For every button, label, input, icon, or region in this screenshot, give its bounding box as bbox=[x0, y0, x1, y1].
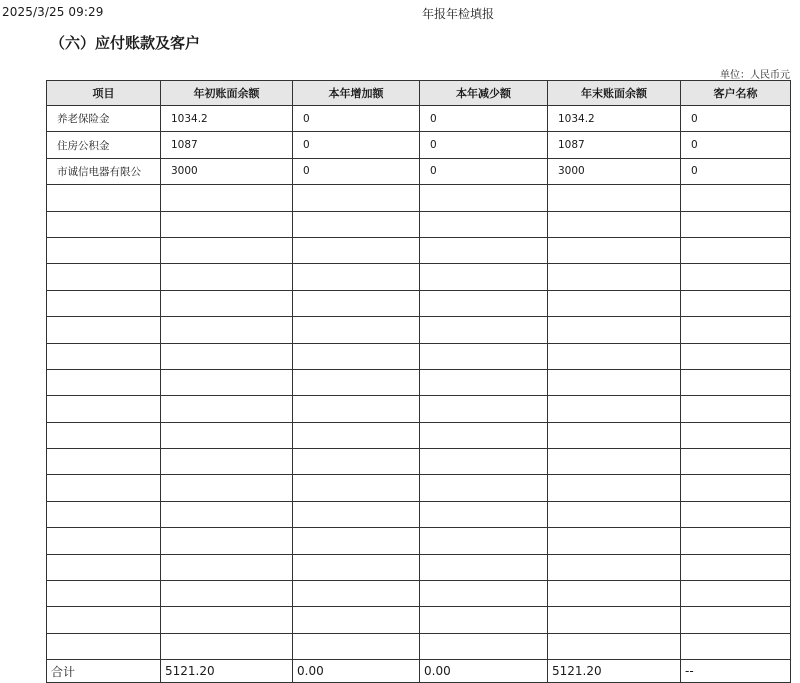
decrease-cell bbox=[420, 554, 548, 580]
increase-cell bbox=[293, 264, 420, 290]
decrease-cell bbox=[420, 528, 548, 554]
item-cell bbox=[47, 185, 161, 211]
client-name-cell bbox=[681, 264, 791, 290]
increase-cell bbox=[293, 422, 420, 448]
table-row bbox=[47, 633, 791, 659]
client-name-cell bbox=[681, 290, 791, 316]
increase-cell bbox=[293, 290, 420, 316]
item-cell bbox=[47, 396, 161, 422]
opening-balance-cell bbox=[161, 633, 293, 659]
decrease-cell bbox=[420, 290, 548, 316]
client-name-cell: 0 bbox=[681, 132, 791, 158]
opening-balance-cell bbox=[161, 449, 293, 475]
increase-cell: 0 bbox=[293, 106, 420, 132]
opening-balance-cell bbox=[161, 237, 293, 263]
client-name-cell bbox=[681, 396, 791, 422]
increase-cell bbox=[293, 607, 420, 633]
item-cell: 养老保险金 bbox=[47, 106, 161, 132]
table-row bbox=[47, 185, 791, 211]
table-row bbox=[47, 317, 791, 343]
opening-balance-cell bbox=[161, 607, 293, 633]
opening-balance-cell bbox=[161, 501, 293, 527]
closing-balance-cell bbox=[548, 475, 681, 501]
increase-cell bbox=[293, 237, 420, 263]
opening-balance-cell bbox=[161, 369, 293, 395]
decrease-cell bbox=[420, 343, 548, 369]
decrease-cell bbox=[420, 422, 548, 448]
table-row bbox=[47, 396, 791, 422]
item-cell bbox=[47, 449, 161, 475]
closing-balance-cell bbox=[548, 633, 681, 659]
decrease-cell bbox=[420, 607, 548, 633]
table-row bbox=[47, 264, 791, 290]
opening-balance-cell bbox=[161, 422, 293, 448]
opening-balance-cell: 3000 bbox=[161, 158, 293, 184]
opening-balance-cell bbox=[161, 317, 293, 343]
increase-cell bbox=[293, 501, 420, 527]
opening-balance-cell: 1034.2 bbox=[161, 106, 293, 132]
item-cell bbox=[47, 581, 161, 607]
increase-cell bbox=[293, 317, 420, 343]
currency-unit-label: 单位：人民币元 bbox=[720, 70, 790, 81]
item-cell bbox=[47, 501, 161, 527]
table-row bbox=[47, 369, 791, 395]
item-cell bbox=[47, 290, 161, 316]
decrease-cell: 0 bbox=[420, 158, 548, 184]
document-title: 年报年检填报 bbox=[422, 7, 495, 21]
closing-balance-cell bbox=[548, 185, 681, 211]
item-cell: 住房公积金 bbox=[47, 132, 161, 158]
closing-balance-cell bbox=[548, 290, 681, 316]
column-header-increase: 本年增加额 bbox=[293, 81, 420, 106]
table-row bbox=[47, 607, 791, 633]
item-cell bbox=[47, 264, 161, 290]
total-decrease: 0.00 bbox=[420, 660, 548, 683]
decrease-cell bbox=[420, 581, 548, 607]
item-cell bbox=[47, 369, 161, 395]
increase-cell bbox=[293, 581, 420, 607]
client-name-cell bbox=[681, 317, 791, 343]
client-name-cell bbox=[681, 554, 791, 580]
item-cell bbox=[47, 554, 161, 580]
decrease-cell bbox=[420, 369, 548, 395]
closing-balance-cell bbox=[548, 554, 681, 580]
decrease-cell bbox=[420, 211, 548, 237]
column-header-item: 项目 bbox=[47, 81, 161, 106]
opening-balance-cell bbox=[161, 396, 293, 422]
decrease-cell: 0 bbox=[420, 132, 548, 158]
opening-balance-cell bbox=[161, 290, 293, 316]
item-cell bbox=[47, 528, 161, 554]
client-name-cell bbox=[681, 581, 791, 607]
closing-balance-cell bbox=[548, 369, 681, 395]
decrease-cell: 0 bbox=[420, 106, 548, 132]
opening-balance-cell bbox=[161, 581, 293, 607]
column-header-client-name: 客户名称 bbox=[681, 81, 791, 106]
table-header-row bbox=[47, 81, 791, 106]
table-row bbox=[47, 211, 791, 237]
closing-balance-cell: 1087 bbox=[548, 132, 681, 158]
item-cell bbox=[47, 422, 161, 448]
item-cell bbox=[47, 475, 161, 501]
client-name-cell bbox=[681, 528, 791, 554]
client-name-cell bbox=[681, 501, 791, 527]
decrease-cell bbox=[420, 264, 548, 290]
closing-balance-cell: 3000 bbox=[548, 158, 681, 184]
increase-cell: 0 bbox=[293, 158, 420, 184]
table-row bbox=[47, 106, 791, 132]
increase-cell bbox=[293, 185, 420, 211]
closing-balance-cell bbox=[548, 501, 681, 527]
accounts-payable-table bbox=[46, 80, 791, 683]
total-increase: 0.00 bbox=[293, 660, 420, 683]
increase-cell bbox=[293, 343, 420, 369]
closing-balance-cell bbox=[548, 264, 681, 290]
increase-cell bbox=[293, 449, 420, 475]
table-row bbox=[47, 501, 791, 527]
closing-balance-cell bbox=[548, 607, 681, 633]
total-opening-balance: 5121.20 bbox=[161, 660, 293, 683]
client-name-cell bbox=[681, 185, 791, 211]
closing-balance-cell bbox=[548, 317, 681, 343]
decrease-cell bbox=[420, 501, 548, 527]
opening-balance-cell bbox=[161, 211, 293, 237]
table-row bbox=[47, 237, 791, 263]
table-row bbox=[47, 290, 791, 316]
table-row bbox=[47, 528, 791, 554]
decrease-cell bbox=[420, 317, 548, 343]
table-row bbox=[47, 554, 791, 580]
decrease-cell bbox=[420, 396, 548, 422]
closing-balance-cell bbox=[548, 581, 681, 607]
client-name-cell bbox=[681, 211, 791, 237]
client-name-cell bbox=[681, 422, 791, 448]
item-cell bbox=[47, 237, 161, 263]
client-name-cell bbox=[681, 633, 791, 659]
opening-balance-cell: 1087 bbox=[161, 132, 293, 158]
closing-balance-cell bbox=[548, 528, 681, 554]
column-header-closing-balance: 年末账面余额 bbox=[548, 81, 681, 106]
client-name-cell bbox=[681, 607, 791, 633]
increase-cell bbox=[293, 554, 420, 580]
client-name-cell bbox=[681, 475, 791, 501]
print-timestamp: 2025/3/25 09:29 bbox=[2, 5, 104, 19]
opening-balance-cell bbox=[161, 554, 293, 580]
table-row bbox=[47, 132, 791, 158]
item-cell bbox=[47, 211, 161, 237]
item-cell bbox=[47, 607, 161, 633]
decrease-cell bbox=[420, 633, 548, 659]
opening-balance-cell bbox=[161, 343, 293, 369]
total-client-name: -- bbox=[681, 660, 791, 683]
table-row bbox=[47, 343, 791, 369]
client-name-cell: 0 bbox=[681, 158, 791, 184]
item-cell bbox=[47, 343, 161, 369]
closing-balance-cell bbox=[548, 449, 681, 475]
total-closing-balance: 5121.20 bbox=[548, 660, 681, 683]
closing-balance-cell bbox=[548, 343, 681, 369]
item-cell: 市诚信电器有限公 bbox=[47, 158, 161, 184]
decrease-cell bbox=[420, 449, 548, 475]
closing-balance-cell bbox=[548, 237, 681, 263]
increase-cell: 0 bbox=[293, 132, 420, 158]
client-name-cell bbox=[681, 343, 791, 369]
client-name-cell bbox=[681, 449, 791, 475]
decrease-cell bbox=[420, 237, 548, 263]
closing-balance-cell: 1034.2 bbox=[548, 106, 681, 132]
table-row bbox=[47, 158, 791, 184]
closing-balance-cell bbox=[548, 396, 681, 422]
increase-cell bbox=[293, 211, 420, 237]
client-name-cell: 0 bbox=[681, 106, 791, 132]
opening-balance-cell bbox=[161, 264, 293, 290]
total-label: 合计 bbox=[47, 660, 161, 683]
table-row bbox=[47, 581, 791, 607]
column-header-opening-balance: 年初账面余额 bbox=[161, 81, 293, 106]
column-header-decrease: 本年减少额 bbox=[420, 81, 548, 106]
increase-cell bbox=[293, 528, 420, 554]
table-row bbox=[47, 449, 791, 475]
closing-balance-cell bbox=[548, 422, 681, 448]
decrease-cell bbox=[420, 475, 548, 501]
increase-cell bbox=[293, 475, 420, 501]
increase-cell bbox=[293, 633, 420, 659]
opening-balance-cell bbox=[161, 528, 293, 554]
opening-balance-cell bbox=[161, 185, 293, 211]
table-row bbox=[47, 422, 791, 448]
client-name-cell bbox=[681, 369, 791, 395]
decrease-cell bbox=[420, 185, 548, 211]
increase-cell bbox=[293, 396, 420, 422]
opening-balance-cell bbox=[161, 475, 293, 501]
table-row bbox=[47, 475, 791, 501]
total-row bbox=[47, 660, 791, 683]
section-title: （六）应付账款及客户 bbox=[50, 34, 201, 52]
increase-cell bbox=[293, 369, 420, 395]
item-cell bbox=[47, 317, 161, 343]
item-cell bbox=[47, 633, 161, 659]
closing-balance-cell bbox=[548, 211, 681, 237]
client-name-cell bbox=[681, 237, 791, 263]
